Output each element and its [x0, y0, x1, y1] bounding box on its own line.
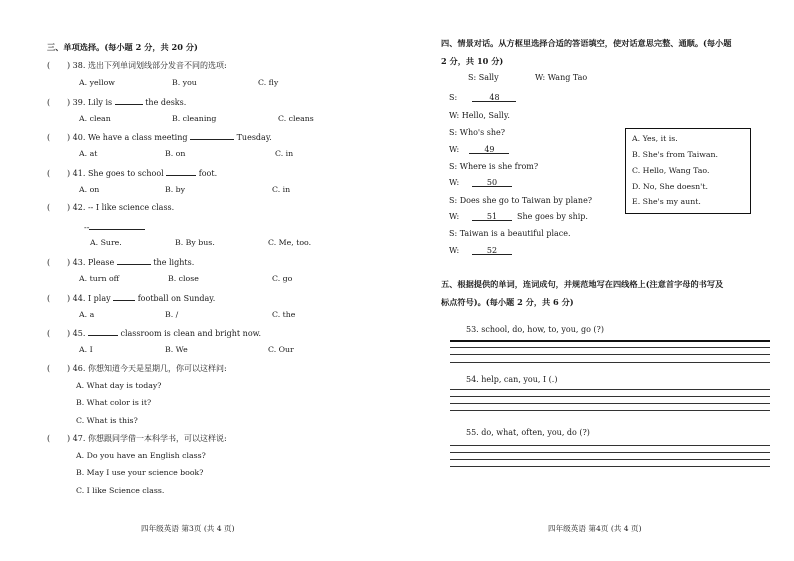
q45-option-b: B. We — [165, 345, 188, 354]
dialogue-line-9: S: Taiwan is a beautiful place. — [449, 229, 571, 238]
q46-option-b: B. What color is it? — [76, 398, 152, 407]
q38-option-a: A. yellow — [79, 78, 115, 87]
dialogue-line-3: S: Who's she? — [449, 128, 506, 137]
writing-line — [450, 347, 770, 348]
q38-option-b: B. you — [172, 78, 197, 87]
question-47: ( ) 47. 你想跟同学借一本科学书，可以这样说: — [47, 434, 227, 443]
q45-option-a: A. I — [79, 345, 93, 354]
writing-line — [450, 452, 770, 453]
section-5-title-line1: 五、根据提供的单词，连词成句，并规范地写在四线格上(注意首字母的书写及 — [441, 279, 724, 289]
q38-option-c: C. fly — [258, 78, 279, 87]
answer-choice-c: C. Hello, Wang Tao. — [632, 166, 710, 175]
q40-option-c: C. in — [275, 149, 294, 158]
q47-option-a: A. Do you have an English class? — [76, 451, 206, 460]
q46-option-c: C. What is this? — [76, 416, 138, 425]
question-41: ( ) 41. She goes to school foot. — [47, 169, 218, 178]
writing-line — [450, 354, 770, 355]
q47-option-c: C. I like Science class. — [76, 486, 165, 495]
speaker-wang-tao: W: Wang Tao — [535, 73, 588, 82]
q42-option-a: A. Sure. — [90, 238, 122, 247]
q45-option-c: C. Our — [268, 345, 294, 354]
q46-option-a: A. What day is today? — [76, 381, 162, 390]
q39-option-a: A. clean — [79, 114, 111, 123]
writing-line — [450, 389, 770, 390]
writing-line — [450, 396, 770, 397]
section-5-title-line2: 标点符号)。(每小题 2 分，共 6 分) — [441, 297, 574, 307]
q42-option-b: B. By bus. — [175, 238, 215, 247]
dialogue-line-48: S: 48 — [449, 93, 516, 102]
q40-option-a: A. at — [79, 149, 98, 158]
writing-line — [450, 466, 770, 467]
question-39: ( ) 39. Lily is the desks. — [47, 98, 187, 107]
answer-choice-a: A. Yes, it is. — [632, 134, 678, 143]
question-45: ( ) 45. classroom is clean and bright now. — [47, 329, 262, 338]
question-54: 54. help, can, you, I (.) — [466, 375, 558, 384]
dialogue-line-7: S: Does she go to Taiwan by plane? — [449, 196, 593, 205]
q42-reply-line: -- — [84, 221, 145, 232]
dialogue-line-2: W: Hello, Sally. — [449, 111, 510, 120]
answer-choice-d: D. No, She doesn't. — [632, 182, 708, 191]
dialogue-line-49: W: 49 — [449, 145, 509, 154]
q41-option-b: B. by — [165, 185, 186, 194]
question-42: ( ) 42. -- I like science class. — [47, 203, 175, 212]
q47-option-b: B. May I use your science book? — [76, 468, 204, 477]
answer-choices-box — [625, 128, 751, 214]
question-44: ( ) 44. I play football on Sunday. — [47, 294, 216, 303]
writing-line — [450, 403, 770, 404]
q43-option-b: B. close — [168, 274, 199, 283]
section-4-title-line1: 四、情景对话。从方框里选择合适的答语填空，使对话意思完整、通顺。(每小题 — [441, 38, 732, 48]
section-4-title-line2: 2 分，共 10 分) — [441, 56, 504, 66]
writing-line — [450, 445, 770, 446]
dialogue-line-52: W: 52 — [449, 246, 512, 255]
q43-option-a: A. turn off — [79, 274, 120, 283]
q39-option-c: C. cleans — [278, 114, 314, 123]
question-43: ( ) 43. Please the lights. — [47, 258, 195, 267]
q44-option-b: B. / — [165, 310, 179, 319]
q40-option-b: B. on — [165, 149, 186, 158]
question-40: ( ) 40. We have a class meeting Tuesday. — [47, 133, 272, 142]
writing-line — [450, 410, 770, 411]
q39-option-b: B. cleaning — [172, 114, 217, 123]
writing-line — [450, 340, 770, 342]
writing-line — [450, 362, 770, 363]
speaker-sally: S: Sally — [468, 73, 499, 82]
dialogue-line-51: W: 51 She goes by ship. — [449, 212, 588, 221]
writing-line — [450, 459, 770, 460]
question-53: 53. school, do, how, to, you, go (?) — [466, 325, 604, 334]
answer-choice-e: E. She's my aunt. — [632, 197, 701, 206]
question-46: ( ) 46. 你想知道今天是星期几，你可以这样问: — [47, 364, 227, 373]
section-3-title: 三、单项选择。(每小题 2 分，共 20 分) — [47, 42, 198, 52]
left-page-footer: 四年级英语 第3页 (共 4 页) — [141, 524, 235, 533]
question-55: 55. do, what, often, you, do (?) — [466, 428, 590, 437]
question-38: ( ) 38. 选出下列单词划线部分发音不同的选项: — [47, 61, 227, 70]
q44-option-a: A. a — [79, 310, 95, 319]
dialogue-line-5: S: Where is she from? — [449, 162, 539, 171]
q44-option-c: C. the — [272, 310, 296, 319]
q43-option-c: C. go — [272, 274, 293, 283]
answer-choice-b: B. She's from Taiwan. — [632, 150, 719, 159]
q42-option-c: C. Me, too. — [268, 238, 312, 247]
dialogue-line-50: W: 50 — [449, 178, 512, 187]
right-page-footer: 四年级英语 第4页 (共 4 页) — [548, 524, 642, 533]
q41-option-a: A. on — [79, 185, 100, 194]
q41-option-c: C. in — [272, 185, 291, 194]
